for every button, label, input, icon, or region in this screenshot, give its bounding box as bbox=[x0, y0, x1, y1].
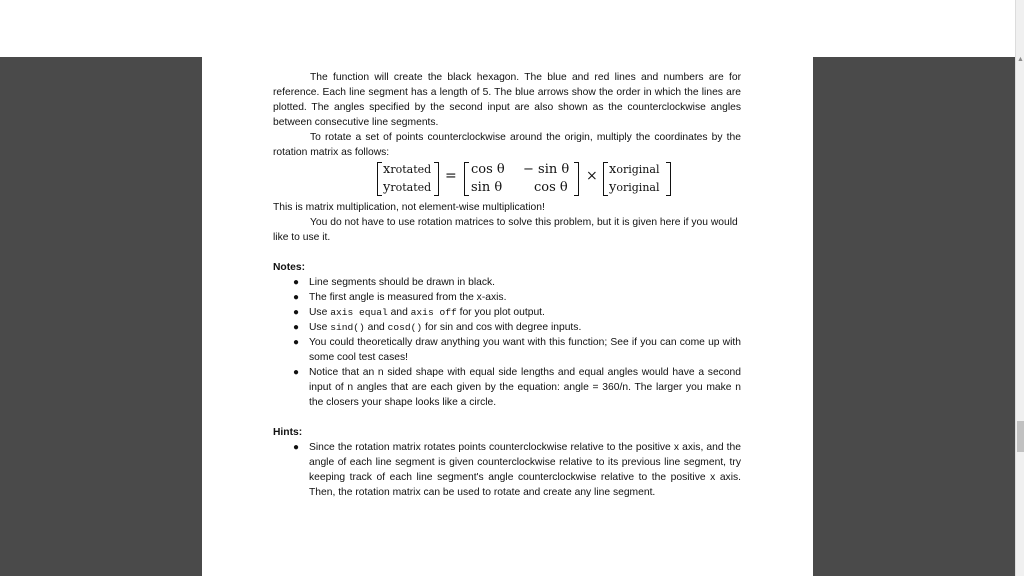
x-original-subscript: original bbox=[616, 163, 660, 176]
bullet-icon: ● bbox=[293, 322, 300, 333]
hints-list bbox=[273, 440, 741, 500]
top-toolbar-area bbox=[0, 0, 1015, 57]
note-text-post: for you plot output. bbox=[456, 307, 545, 318]
vertical-scrollbar[interactable] bbox=[1015, 0, 1024, 576]
y-original-subscript: original bbox=[616, 181, 660, 194]
note-text-post: for sin and cos with degree inputs. bbox=[422, 322, 582, 333]
rotation-matrix-equation bbox=[273, 160, 741, 200]
x-original-symbol: x bbox=[609, 162, 617, 177]
bullet-icon: ● bbox=[293, 307, 300, 318]
note-text: Notice that an n sided shape with equal side lengths and equal angles would have a second input of n angles that are each given by the equation: angle = 360/n. The larger you make n the closers your shape looks like a circle. bbox=[309, 367, 741, 408]
notes-list bbox=[273, 275, 741, 410]
bullet-icon: ● bbox=[293, 277, 300, 288]
note-text: Line segments should be drawn in black. bbox=[309, 277, 496, 288]
note-text: You could theoretically draw anything you want with this function; See if you can come up with some cool test cases! bbox=[309, 337, 741, 363]
matrix-cell-cos: cos θ bbox=[471, 162, 505, 177]
list-item bbox=[273, 290, 741, 305]
bullet-icon: ● bbox=[293, 367, 300, 378]
bracket-left bbox=[603, 162, 608, 196]
hints-section bbox=[273, 425, 741, 500]
x-rotated-symbol: x bbox=[383, 162, 391, 177]
y-rotated-symbol: y bbox=[383, 180, 391, 195]
bracket-left bbox=[377, 162, 382, 196]
rotated-vector bbox=[377, 162, 439, 196]
original-vector bbox=[603, 162, 671, 196]
multiply-sign: × bbox=[586, 168, 598, 184]
y-original-symbol: y bbox=[609, 180, 617, 195]
paragraph-optional-note: You do not have to use rotation matrices to solve this problem, but it is given here if you would like to use it. bbox=[273, 217, 738, 243]
bracket-right bbox=[666, 162, 671, 196]
bracket-left bbox=[464, 162, 469, 196]
hints-heading: Hints: bbox=[273, 427, 303, 438]
equals-sign: = bbox=[445, 168, 457, 184]
note-text: The first angle is measured from the x-axis. bbox=[309, 292, 507, 303]
matrix-cell-sin: sin θ bbox=[471, 180, 503, 195]
paragraph-hexagon-description: The function will create the black hexagon. The blue and red lines and numbers are for reference. Each line segment has a length of 5. The blue arrows show the order in which the lines are plotted. The angles specified by the second input are also shown as the counterclockwise angles between consecutive line segments. bbox=[273, 72, 741, 128]
matrix-cell-neg-sin: − sin θ bbox=[523, 162, 570, 177]
bracket-right bbox=[574, 162, 579, 196]
bracket-right bbox=[434, 162, 439, 196]
notes-section bbox=[273, 260, 741, 410]
note-text-pre: Use bbox=[309, 307, 331, 318]
list-item bbox=[273, 440, 741, 500]
list-item bbox=[273, 335, 741, 365]
bullet-icon: ● bbox=[293, 442, 300, 453]
code-axis-equal: axis equal bbox=[330, 307, 388, 318]
note-text-pre: Use bbox=[309, 322, 331, 333]
rotation-matrix bbox=[464, 162, 579, 196]
scrollbar-thumb[interactable] bbox=[1017, 421, 1024, 452]
code-axis-off: axis off bbox=[410, 307, 457, 318]
y-rotated-subscript: rotated bbox=[390, 181, 432, 194]
document-content bbox=[273, 70, 741, 500]
list-item bbox=[273, 275, 741, 290]
x-rotated-subscript: rotated bbox=[390, 163, 432, 176]
bullet-icon: ● bbox=[293, 337, 300, 348]
note-text-mid: and bbox=[387, 307, 411, 318]
list-item bbox=[273, 320, 741, 335]
note-text-mid: and bbox=[364, 322, 388, 333]
document-page bbox=[202, 57, 813, 576]
scroll-up-arrow-icon[interactable]: ▲ bbox=[1017, 56, 1024, 63]
code-sind: sind() bbox=[330, 322, 365, 333]
bullet-icon: ● bbox=[293, 292, 300, 303]
code-cosd: cosd() bbox=[387, 322, 423, 333]
notes-heading: Notes: bbox=[273, 262, 306, 273]
matrix-cell-cos-2: cos θ bbox=[534, 180, 568, 195]
list-item bbox=[273, 305, 741, 320]
paragraph-matrix-note: This is matrix multiplication, not element-wise multiplication! bbox=[273, 202, 545, 213]
hint-text: Since the rotation matrix rotates points counterclockwise relative to the positive x axis, and the angle of each line segment is given counterclockwise relative to its previous line segment, try keeping track of each line segment's angle counterclockwise relative to the positive x axis. Then, the rotation matrix can be used to rotate and create any line segment. bbox=[309, 442, 741, 498]
list-item bbox=[273, 365, 741, 410]
paragraph-rotation-intro: To rotate a set of points counterclockwise around the origin, multiply the coordinates by the rotation matrix as follows: bbox=[273, 132, 741, 158]
